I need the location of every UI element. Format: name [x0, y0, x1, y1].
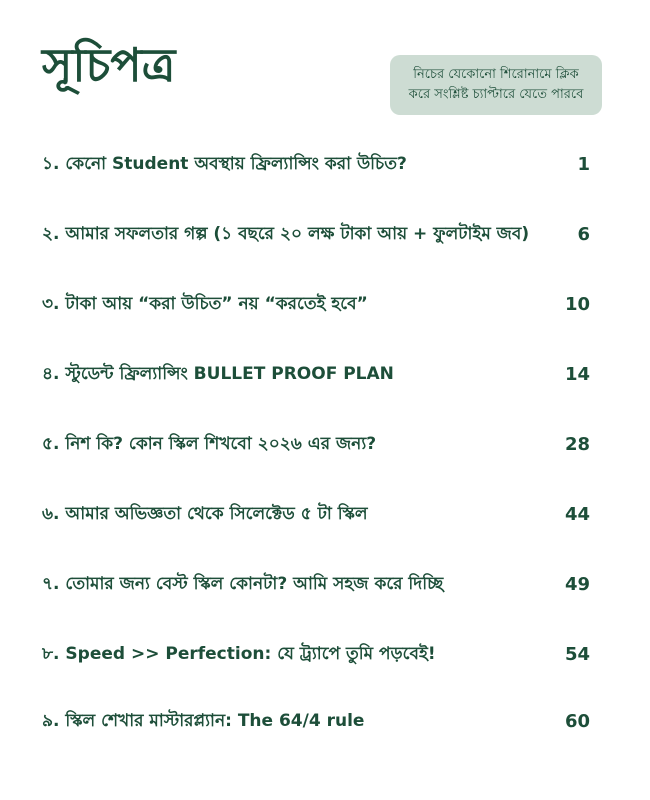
toc-entry-4[interactable]: [0, 339, 650, 409]
page-number: 6: [577, 223, 590, 245]
page-number: 1: [577, 153, 590, 175]
toc-entry-2[interactable]: [0, 199, 650, 269]
toc-entry-8[interactable]: [0, 619, 650, 689]
page-number: 54: [564, 643, 590, 665]
chapter-title[interactable]: ৮. Speed >> Perfection: যে ট্র্যাপে তুমি পড়বেই!: [42, 643, 436, 664]
page-number: 10: [564, 293, 590, 315]
page-number: 60: [564, 710, 590, 732]
chapter-title[interactable]: ৭. তোমার জন্য বেস্ট স্কিল কোনটা? আমি সহজ করে দিচ্ছি: [42, 573, 444, 594]
page-number: 49: [564, 573, 590, 595]
toc-list: [0, 129, 650, 753]
page-number: 14: [564, 363, 590, 385]
chapter-title[interactable]: ১. কেনো Student অবস্থায় ফ্রিল্যান্সিং করা উচিত?: [42, 153, 407, 174]
chapter-title[interactable]: ৪. স্টুডেন্ট ফ্রিল্যান্সিং BULLET PROOF PLAN: [42, 363, 394, 384]
toc-entry-5[interactable]: [0, 409, 650, 479]
toc-entry-3[interactable]: [0, 269, 650, 339]
page-title: সূচিপত্র: [42, 38, 176, 92]
toc-entry-1[interactable]: [0, 129, 650, 199]
toc-entry-6[interactable]: [0, 479, 650, 549]
toc-entry-9[interactable]: [0, 689, 650, 753]
chapter-title[interactable]: ২. আমার সফলতার গল্প (১ বছরে ২০ লক্ষ টাকা আয় + ফুলটাইম জব): [42, 223, 530, 244]
chapter-title[interactable]: ৯. স্কিল শেখার মাস্টারপ্ল্যান: The 64/4 rule: [42, 710, 365, 731]
click-hint-note: নিচের যেকোনো শিরোনামে ক্লিক করে সংশ্লিষ্ট চ্যাপ্টারে যেতে পারবে: [390, 55, 602, 115]
chapter-title[interactable]: ৫. নিশ কি? কোন স্কিল শিখবো ২০২৬ এর জন্য?: [42, 433, 377, 454]
toc-entry-7[interactable]: [0, 549, 650, 619]
page-number: 28: [564, 433, 590, 455]
chapter-title[interactable]: ৩. টাকা আয় “করা উচিত” নয় “করতেই হবে”: [42, 293, 368, 314]
page-number: 44: [564, 503, 590, 525]
chapter-title[interactable]: ৬. আমার অভিজ্ঞতা থেকে সিলেক্টেড ৫ টা স্কিল: [42, 503, 368, 524]
